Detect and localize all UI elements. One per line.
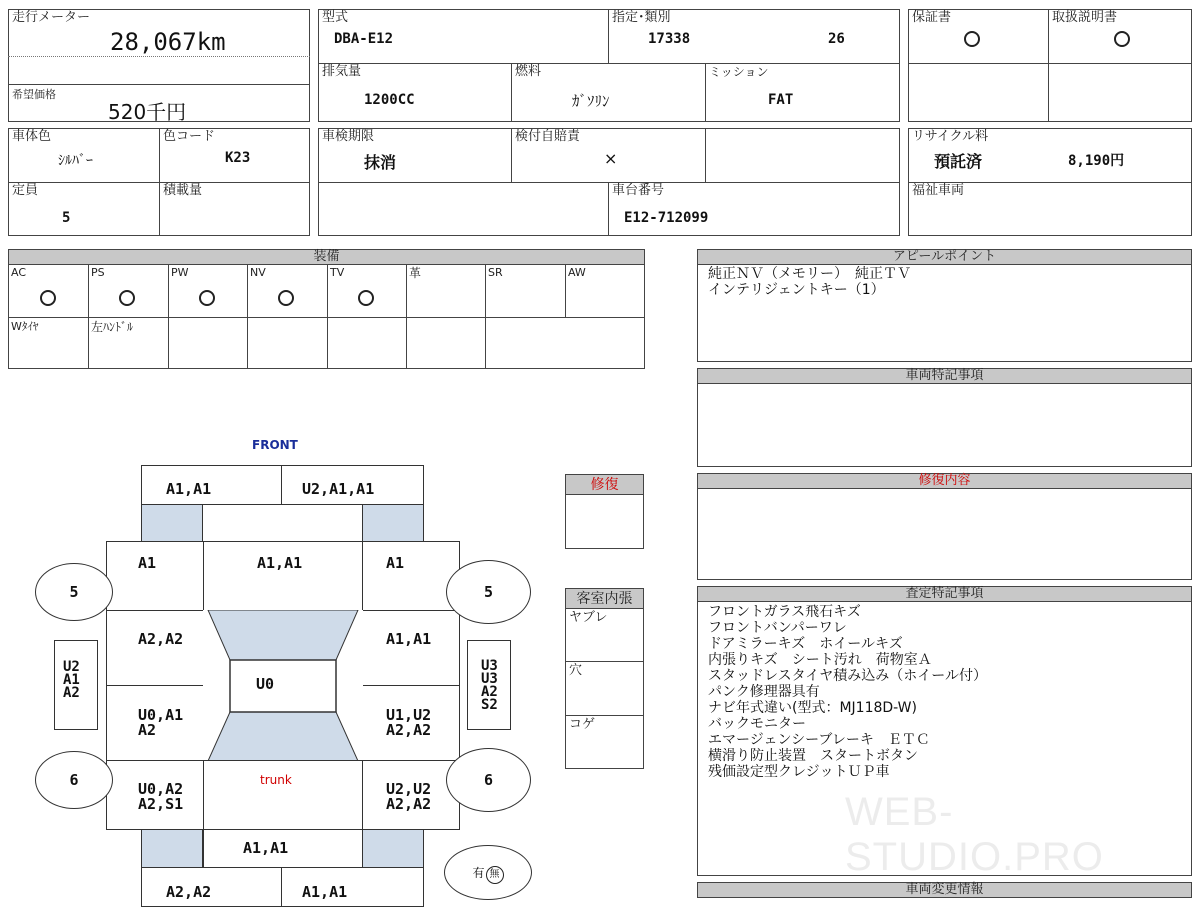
rear-glass bbox=[208, 712, 358, 761]
divider bbox=[406, 264, 407, 369]
inspection-value: 抹消 bbox=[364, 153, 397, 172]
front-pillar-left bbox=[141, 504, 203, 542]
front-bumper-right-code: U2,A1,A1 bbox=[302, 480, 375, 498]
equip-ac-check-icon bbox=[40, 290, 56, 306]
roof-panel bbox=[230, 660, 336, 712]
watermark: WEB-STUDIO.PRO bbox=[845, 790, 1104, 879]
assessment-line: フロントガラス飛石キズ bbox=[708, 604, 861, 620]
capacity-value: 5 bbox=[62, 210, 71, 226]
appeal-header: アピールポイント bbox=[697, 249, 1192, 265]
assessment-line: 残価設定型クレジットＵＰ車 bbox=[708, 764, 890, 780]
divider bbox=[565, 715, 644, 716]
rear-quarter-left-code: U0,A2 A2,S1 bbox=[138, 780, 184, 813]
presence-no-label: 無 bbox=[486, 866, 504, 884]
front-label: FRONT bbox=[252, 438, 298, 452]
repair-details-header: 修復内容 bbox=[697, 473, 1192, 489]
front-door-right bbox=[362, 610, 460, 686]
assessment-line: バックモニター bbox=[708, 716, 806, 732]
equip-pw-label: PW bbox=[171, 266, 189, 279]
capacity-label: 定員 bbox=[12, 183, 39, 198]
side-sill-left-code: U2 A1 A2 bbox=[63, 659, 80, 701]
designation-value-2: 26 bbox=[828, 31, 845, 47]
divider bbox=[565, 264, 566, 317]
front-door-left-code: A2,A2 bbox=[138, 630, 184, 648]
divider bbox=[608, 182, 609, 236]
mission-label: ミッション bbox=[709, 65, 769, 79]
divider bbox=[608, 9, 609, 63]
chassis-label: 車台番号 bbox=[612, 183, 665, 198]
side-sill-right-code: U3 U3 A2 S2 bbox=[481, 658, 498, 713]
tire-front-right bbox=[446, 560, 531, 624]
equip-ps-label: PS bbox=[91, 266, 105, 279]
fuel-value: ｶﾞｿﾘﾝ bbox=[572, 92, 610, 110]
inspection-label: 車検期限 bbox=[322, 129, 375, 144]
divider bbox=[705, 128, 706, 182]
warranty-check-icon bbox=[964, 31, 980, 47]
divider bbox=[511, 128, 512, 182]
divider bbox=[511, 63, 512, 122]
rear-door-left-code: U0,A1 A2 bbox=[138, 706, 184, 739]
rear-pillar-left bbox=[141, 829, 203, 868]
interior-burn-label: コゲ bbox=[569, 717, 596, 732]
vehicle-notes-panel bbox=[697, 383, 1192, 467]
meter-label: 走行メーター bbox=[12, 10, 91, 25]
divider bbox=[159, 128, 160, 236]
front-pillar-right bbox=[362, 504, 424, 542]
equip-wtire-label: Wﾀｲﾔ bbox=[11, 320, 39, 333]
divider bbox=[327, 264, 328, 369]
warranty-label: 保証書 bbox=[912, 10, 952, 25]
front-bumper-left bbox=[141, 465, 282, 505]
equip-sr-label: SR bbox=[488, 266, 503, 279]
rear-bumper-right-code: A1,A1 bbox=[302, 883, 348, 901]
rear-panel-code: A1,A1 bbox=[243, 839, 289, 857]
tire-rear-left bbox=[35, 751, 113, 809]
designation-label: 指定･類別 bbox=[612, 10, 671, 25]
equip-aw-label: AW bbox=[568, 266, 586, 279]
assessment-line: スタッドレスタイヤ積み込み（ホイール付） bbox=[708, 668, 988, 684]
repair-header: 修復 bbox=[565, 474, 644, 495]
designation-value-1: 17338 bbox=[648, 31, 691, 47]
insurance-label: 検付自賠責 bbox=[515, 129, 581, 144]
tire-front-left-code: 5 bbox=[69, 583, 79, 601]
displacement-label: 排気量 bbox=[322, 64, 362, 79]
displacement-value: 1200CC bbox=[364, 92, 415, 108]
equipment-header: 装備 bbox=[8, 249, 645, 265]
equip-pw-check-icon bbox=[199, 290, 215, 306]
change-info-header: 車両変更情報 bbox=[697, 882, 1192, 898]
manual-label: 取扱説明書 bbox=[1052, 10, 1118, 25]
assessment-line: パンク修理器具有 bbox=[708, 684, 820, 700]
divider bbox=[318, 182, 900, 183]
divider bbox=[88, 264, 89, 369]
equip-ac-label: AC bbox=[11, 266, 27, 279]
interior-box bbox=[565, 608, 644, 769]
front-bumper-left-code: A1,A1 bbox=[166, 480, 212, 498]
presence-indicator bbox=[444, 845, 532, 900]
front-door-left bbox=[106, 610, 204, 686]
color-value: ｼﾙﾊﾞｰ bbox=[58, 153, 93, 169]
model-value: DBA-E12 bbox=[334, 31, 394, 47]
repair-box bbox=[565, 494, 644, 549]
divider bbox=[168, 264, 169, 369]
repair-details-panel bbox=[697, 488, 1192, 580]
divider bbox=[8, 84, 310, 85]
assessment-line: エマージェンシーブレーキ ＥＴＣ bbox=[708, 732, 930, 748]
front-fender-right bbox=[362, 541, 460, 611]
recycle-amount: 8,190円 bbox=[1068, 153, 1125, 169]
front-door-right-code: A1,A1 bbox=[386, 630, 432, 648]
equip-tv-label: TV bbox=[330, 266, 345, 279]
equip-tv-check-icon bbox=[358, 290, 374, 306]
rear-bumper-left-code: A2,A2 bbox=[166, 883, 212, 901]
rear-door-right-code: U1,U2 A2,A2 bbox=[386, 706, 432, 739]
color-code-label: 色コード bbox=[163, 129, 216, 144]
divider bbox=[705, 63, 706, 122]
load-label: 積載量 bbox=[163, 183, 203, 198]
recycle-status: 預託済 bbox=[934, 152, 983, 171]
meter-value: 28,067km bbox=[110, 28, 226, 56]
front-fender-left-code: A1 bbox=[138, 554, 157, 572]
rear-quarter-right-code: U2,U2 A2,A2 bbox=[386, 780, 432, 813]
rear-bumper-left bbox=[141, 867, 282, 907]
trunk-lid bbox=[203, 760, 363, 830]
manual-check-icon bbox=[1114, 31, 1130, 47]
equip-ps-check-icon bbox=[119, 290, 135, 306]
vehicle-notes-header: 車両特記事項 bbox=[697, 368, 1192, 384]
divider bbox=[565, 661, 644, 662]
assessment-line: フロントバンパーワレ bbox=[708, 620, 847, 636]
color-code-value: K23 bbox=[225, 150, 251, 166]
divider bbox=[318, 63, 900, 64]
trunk-label: trunk bbox=[260, 773, 292, 787]
divider bbox=[8, 56, 310, 57]
divider bbox=[247, 264, 248, 369]
equip-nv-label: NV bbox=[250, 266, 266, 279]
assessment-line: 横滑り防止装置 スタートボタン bbox=[708, 748, 918, 764]
welfare-label: 福祉車両 bbox=[912, 183, 965, 198]
tire-front-left bbox=[35, 563, 113, 621]
roof-code: U0 bbox=[256, 675, 275, 693]
divider bbox=[485, 264, 486, 369]
cabin-diagram bbox=[203, 610, 363, 761]
appeal-line-1: 純正ＮＶ（メモリー） 純正ＴＶ bbox=[708, 266, 911, 282]
price-label: 希望価格 bbox=[12, 88, 56, 101]
assessment-line: ドアミラーキズ ホイールキズ bbox=[708, 636, 903, 652]
color-label: 車体色 bbox=[12, 129, 52, 144]
fuel-label: 燃料 bbox=[515, 64, 542, 79]
appeal-line-2: インテリジェントキー（1） bbox=[708, 282, 885, 298]
interior-hole-label: 穴 bbox=[569, 663, 583, 678]
warranty-manual-block bbox=[908, 9, 1192, 122]
hood bbox=[203, 541, 363, 611]
interior-tear-label: ヤブレ bbox=[569, 610, 608, 625]
divider bbox=[1048, 9, 1049, 122]
equip-nv-check-icon bbox=[278, 290, 294, 306]
hood-code: A1,A1 bbox=[257, 554, 303, 572]
assessment-header: 査定特記事項 bbox=[697, 586, 1192, 602]
tire-front-right-code: 5 bbox=[483, 583, 494, 601]
rear-pillar-right bbox=[362, 829, 424, 868]
price-value: 520千円 bbox=[108, 100, 187, 124]
insurance-value: × bbox=[604, 149, 618, 168]
front-fender-right-code: A1 bbox=[386, 554, 405, 572]
model-label: 型式 bbox=[322, 10, 349, 25]
tire-rear-right bbox=[446, 748, 531, 812]
chassis-value: E12-712099 bbox=[624, 210, 709, 226]
front-fender-left bbox=[106, 541, 204, 611]
assessment-line: ナビ年式違い(型式：MJ118D-W) bbox=[708, 700, 917, 716]
windshield bbox=[208, 610, 358, 660]
assessment-line: 内張りキズ シート汚れ 荷物室Ａ bbox=[708, 652, 932, 668]
tire-rear-right-code: 6 bbox=[483, 771, 494, 789]
interior-header: 客室内張 bbox=[565, 588, 644, 609]
mission-value: FAT bbox=[768, 92, 794, 108]
tire-rear-left-code: 6 bbox=[69, 771, 79, 789]
equip-lefthandle-label: 左ﾊﾝﾄﾞﾙ bbox=[91, 320, 134, 334]
divider bbox=[908, 63, 1192, 64]
presence-yes-label: 有 bbox=[472, 866, 485, 880]
recycle-label: リサイクル料 bbox=[912, 129, 989, 144]
equip-leather-label: 革 bbox=[409, 266, 422, 280]
